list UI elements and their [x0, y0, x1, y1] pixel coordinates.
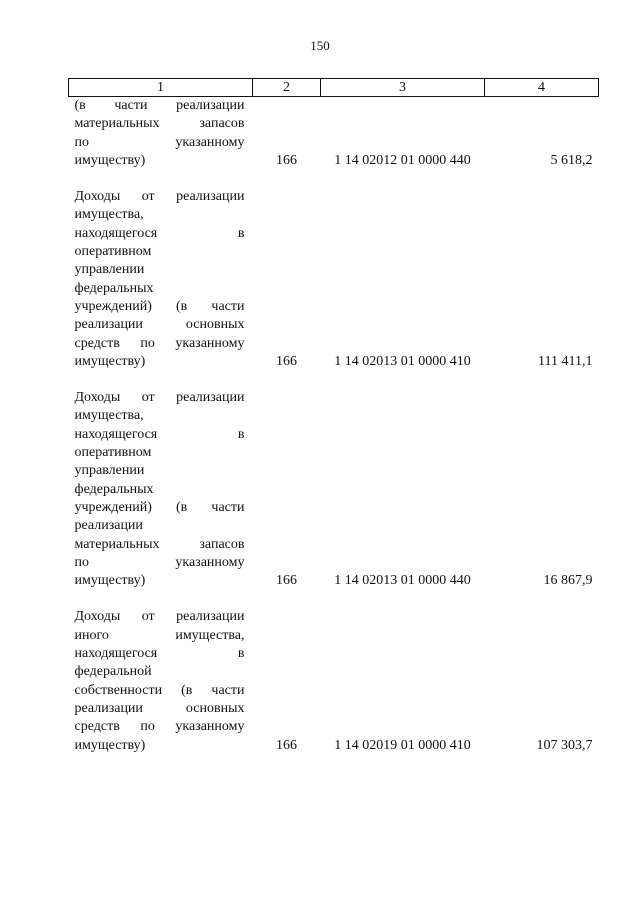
table-row — [69, 97, 599, 171]
description-line: оперативном — [74, 244, 152, 260]
column-header-1: 1 — [69, 79, 253, 97]
description-line: находящегося в — [74, 225, 245, 241]
description-line: имуществу) — [74, 573, 146, 589]
budget-classification-code: 1 14 02019 01 0000 410 — [334, 737, 471, 753]
administrator-code: 166 — [276, 737, 297, 753]
administrator-code: 166 — [276, 152, 297, 168]
description-line: реализации основных — [74, 700, 245, 716]
description-line: имуществу) — [74, 737, 146, 753]
column-header-2: 2 — [253, 79, 321, 97]
description-line: по указанному — [74, 134, 245, 150]
column-header-4: 4 — [485, 79, 599, 97]
description-line: Доходы от реализации — [74, 390, 245, 406]
table-header-row — [69, 79, 599, 97]
administrator-code: 166 — [276, 353, 297, 369]
table-body — [69, 97, 599, 755]
row-spacer — [69, 170, 599, 188]
amount-value: 107 303,7 — [536, 737, 593, 753]
table-row — [69, 608, 599, 754]
description-line: (в части реализации — [74, 98, 245, 113]
revenue-description — [69, 389, 253, 590]
description-line: находящегося в — [74, 426, 245, 442]
description-line: материальных запасов — [74, 116, 245, 132]
description-line: федеральной — [74, 664, 152, 680]
revenue-description — [69, 188, 253, 371]
description-line: имущества, — [74, 408, 144, 424]
description-line: Доходы от реализации — [74, 189, 245, 205]
description-line: реализации основных — [74, 317, 245, 333]
row-spacer — [69, 590, 599, 608]
description-line: управлении — [74, 463, 145, 479]
description-line: иного имущества, — [74, 627, 245, 643]
budget-classification-code: 1 14 02013 01 0000 410 — [334, 353, 471, 369]
amount-value: 111 411,1 — [538, 353, 593, 369]
description-line: учреждений) (в части — [74, 499, 245, 515]
description-line: имущества, — [74, 207, 144, 223]
amount-value: 5 618,2 — [550, 152, 593, 168]
description-line: Доходы от реализации — [74, 609, 245, 625]
revenue-description — [69, 97, 253, 171]
table-row — [69, 188, 599, 371]
description-line: имуществу) — [74, 353, 146, 369]
row-spacer — [69, 371, 599, 389]
administrator-code: 166 — [276, 573, 297, 589]
description-line: средств по указанному — [74, 335, 245, 351]
budget-classification-code: 1 14 02012 01 0000 440 — [334, 152, 471, 168]
description-line: учреждений) (в части — [74, 298, 245, 314]
description-line: находящегося в — [74, 646, 245, 662]
page-number: 150 — [310, 38, 330, 53]
revenue-table — [68, 78, 599, 755]
description-line: по указанному — [74, 554, 245, 570]
table-row — [69, 389, 599, 590]
revenue-description — [69, 608, 253, 754]
description-line: собственности (в части — [74, 682, 245, 698]
description-line: управлении — [74, 262, 145, 278]
description-line: реализации — [74, 518, 143, 534]
description-line: федеральных — [74, 481, 154, 497]
description-line: средств по указанному — [74, 719, 245, 735]
description-line: оперативном — [74, 445, 152, 461]
budget-classification-code: 1 14 02013 01 0000 440 — [334, 573, 471, 589]
column-header-3: 3 — [321, 79, 485, 97]
description-line: федеральных — [74, 280, 154, 296]
amount-value: 16 867,9 — [543, 573, 593, 589]
description-line: имуществу) — [74, 152, 146, 168]
description-line: материальных запасов — [74, 536, 245, 552]
